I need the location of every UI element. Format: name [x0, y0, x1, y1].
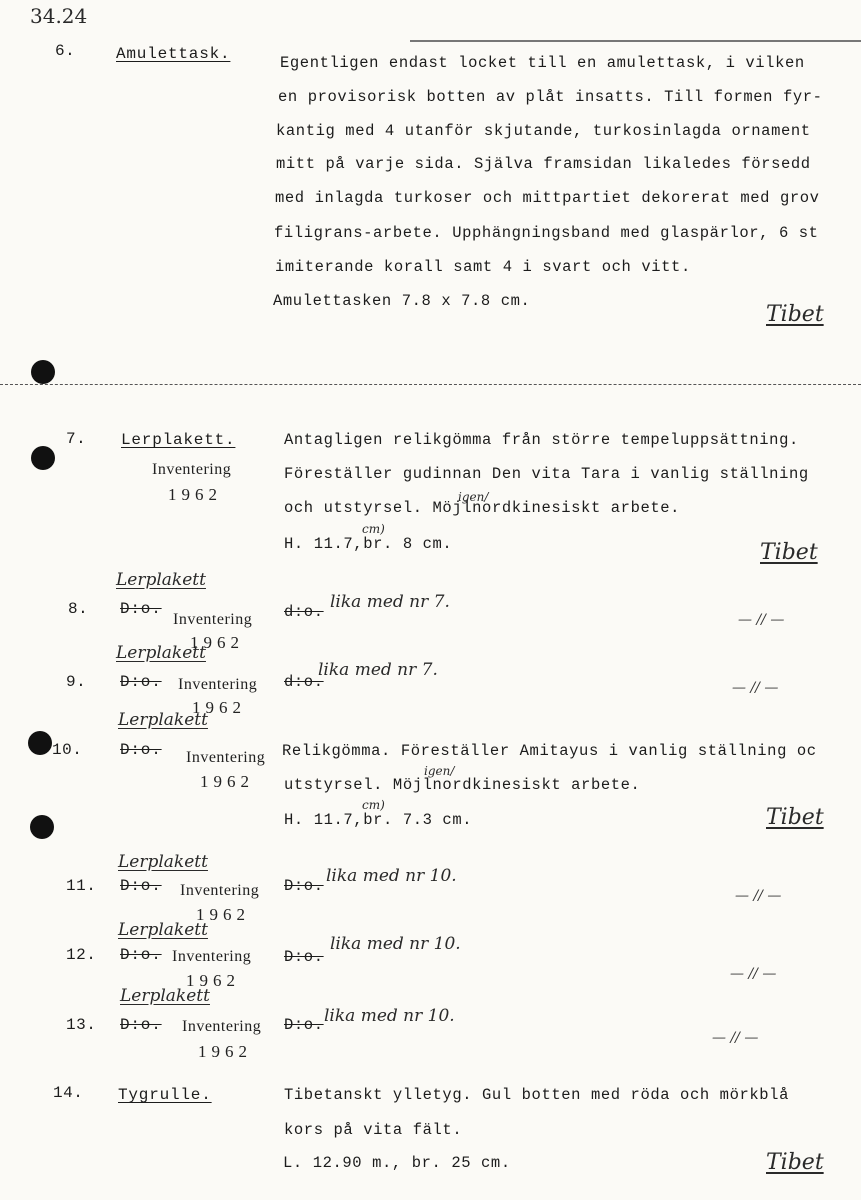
description-line: Tibetanskt ylletyg. Gul botten med röda och mörkblå: [284, 1086, 789, 1104]
inventory-stamp: Inventering: [180, 882, 260, 899]
page-reference: 34.24: [30, 4, 88, 28]
entry-number: 12.: [66, 946, 97, 964]
inventory-stamp: Inventering: [178, 676, 258, 693]
description-line: Antagligen relikgömma från större tempeluppsättning.: [284, 431, 799, 449]
description-line: Föreställer gudinnan Den vita Tara i vanlig ställning: [284, 465, 809, 483]
entry-number: 6.: [55, 42, 76, 60]
handwritten-insertion: cm): [362, 798, 385, 812]
entry-number: 10.: [52, 741, 83, 759]
ditto-title: D:o.: [120, 741, 162, 759]
ditto-description: d:o.: [284, 603, 324, 621]
description-line: en provisorisk botten av plåt insatts. Till formen fyr-: [278, 88, 823, 106]
ditto-description: D:o.: [284, 1016, 324, 1034]
punch-hole: [28, 731, 52, 755]
inventory-stamp: Inventering: [172, 948, 252, 965]
handwritten-description: lika med nr 10.: [326, 866, 457, 886]
inventory-stamp-year: 1962: [192, 698, 246, 717]
description-line: Relikgömma. Föreställer Amitayus i vanlig ställning oc: [282, 742, 817, 760]
entry-title: Lerplakett.: [121, 431, 236, 449]
entry-title: Amulettask.: [116, 45, 231, 63]
punch-hole: [31, 360, 55, 384]
origin-annotation: Tibet: [766, 805, 824, 830]
top-rule: [410, 40, 861, 42]
handwritten-insertion: igen/: [458, 490, 489, 504]
text-segment: utstyrsel. Möjl: [284, 776, 433, 794]
handwritten-insertion: cm): [362, 522, 385, 536]
ditto-description: D:o.: [284, 948, 324, 966]
entry-number: 7.: [66, 430, 87, 448]
text-segment: och utstyrsel. Möjl: [284, 499, 473, 517]
origin-annotation: Tibet: [760, 540, 818, 565]
ditto-mark: — // —: [712, 1030, 759, 1046]
inventory-stamp-year: 1962: [190, 633, 244, 652]
origin-annotation: Tibet: [766, 302, 824, 327]
handwritten-title: Lerplakett: [120, 986, 210, 1006]
dimensions-line: [284, 811, 472, 829]
ditto-description: d:o.: [284, 673, 324, 691]
description-line: Egentligen endast locket till en amulettask, i vilken: [280, 54, 805, 72]
ditto-mark: — // —: [730, 966, 777, 982]
description-line: kantig med 4 utanför skjutande, turkosinlagda ornament: [276, 122, 811, 140]
text-segment: H. 11.7,: [284, 811, 364, 829]
handwritten-description: lika med nr 10.: [330, 934, 461, 954]
handwritten-title: Lerplakett: [116, 643, 206, 663]
handwritten-title: Lerplakett: [116, 570, 206, 590]
entry-number: 9.: [66, 673, 87, 691]
dimensions-line: [284, 535, 452, 553]
text-segment: br. 8 cm.: [363, 535, 453, 553]
handwritten-title: Lerplakett: [118, 920, 208, 940]
text-segment: br. 7.3 cm.: [363, 811, 473, 829]
origin-annotation: Tibet: [766, 1150, 824, 1175]
inventory-stamp-year: 1962: [186, 971, 240, 990]
handwritten-description: lika med nr 7.: [330, 592, 450, 612]
ditto-mark: — // —: [738, 612, 785, 628]
ditto-title: D:o.: [120, 877, 162, 895]
ditto-title: D:o.: [120, 946, 162, 964]
entry-number: 13.: [66, 1016, 97, 1034]
ditto-title: D:o.: [120, 600, 162, 618]
text-segment: H. 11.7,: [284, 535, 364, 553]
ditto-mark: — // —: [732, 680, 779, 696]
text-segment: nordkinesiskt arbete.: [432, 776, 641, 794]
inventory-stamp-year: 1962: [200, 772, 254, 791]
inventory-stamp: Inventering: [173, 611, 253, 628]
description-line: med inlagda turkoser och mittpartiet dekorerat med grov: [275, 189, 820, 207]
dimensions-line: L. 12.90 m., br. 25 cm.: [283, 1154, 511, 1172]
entry-number: 14.: [53, 1084, 84, 1102]
ditto-description: D:o.: [284, 877, 324, 895]
ditto-title: D:o.: [120, 673, 162, 691]
description-line: filigrans-arbete. Upphängningsband med glaspärlor, 6 st: [274, 224, 819, 242]
ditto-mark: — // —: [735, 888, 782, 904]
entry-title: Tygrulle.: [118, 1086, 212, 1104]
dimensions-line: Amulettasken 7.8 x 7.8 cm.: [273, 292, 531, 310]
ditto-title: D:o.: [120, 1016, 162, 1034]
inventory-stamp: Inventering: [186, 749, 266, 766]
inventory-stamp-year: 1962: [168, 485, 222, 504]
handwritten-description: lika med nr 7.: [318, 660, 438, 680]
description-line: [284, 776, 640, 794]
text-segment: nordkinesiskt arbete.: [472, 499, 681, 517]
entry-number: 8.: [68, 600, 89, 618]
description-line: imiterande korall samt 4 i svart och vitt.: [275, 258, 691, 276]
inventory-stamp: Inventering: [152, 461, 232, 478]
inventory-stamp-year: 1962: [198, 1042, 252, 1061]
section-divider: [0, 384, 861, 385]
entry-number: 11.: [66, 877, 97, 895]
handwritten-description: lika med nr 10.: [324, 1006, 455, 1026]
punch-hole: [30, 815, 54, 839]
inventory-stamp: Inventering: [182, 1018, 262, 1035]
handwritten-insertion: igen/: [424, 764, 455, 778]
handwritten-title: Lerplakett: [118, 710, 208, 730]
description-line: mitt på varje sida. Själva framsidan likaledes försedd: [276, 155, 811, 173]
inventory-stamp-year: 1962: [196, 905, 250, 924]
punch-hole: [31, 446, 55, 470]
handwritten-title: Lerplakett: [118, 852, 208, 872]
description-line: kors på vita fält.: [284, 1121, 463, 1139]
